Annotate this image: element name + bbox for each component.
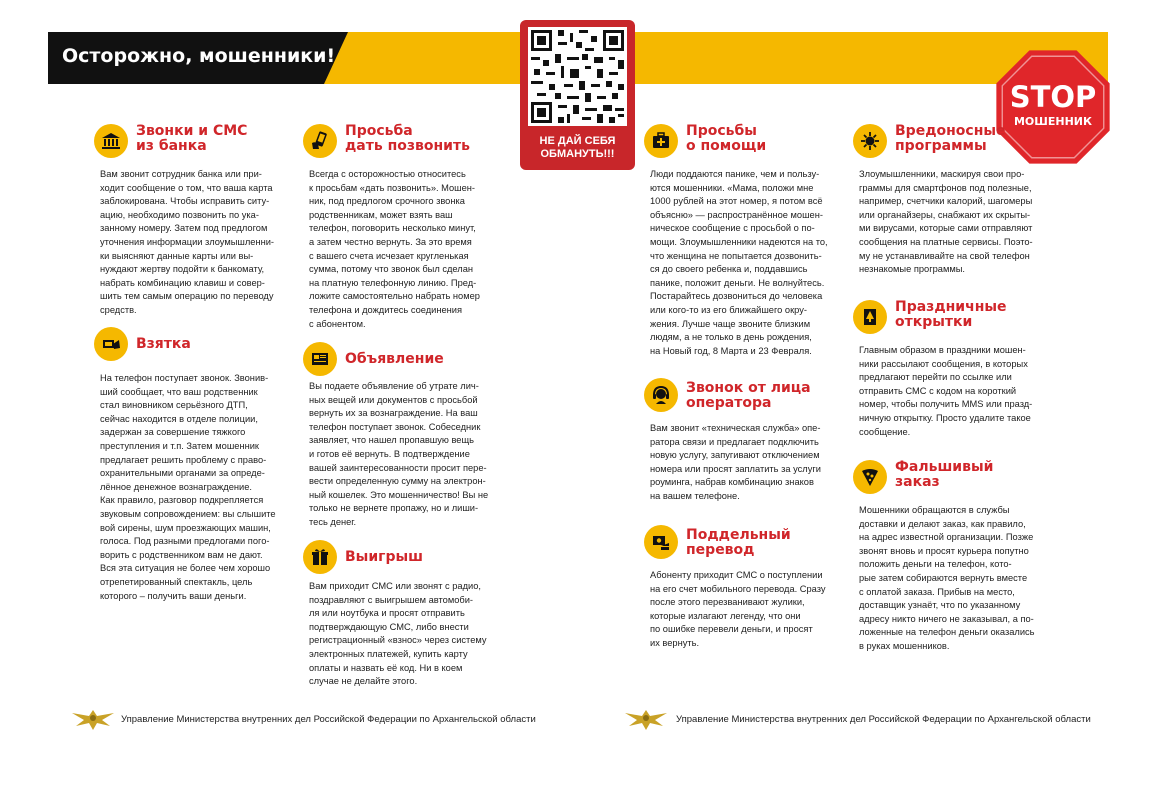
section-ad bbox=[303, 342, 513, 532]
gift-icon bbox=[303, 540, 337, 574]
bribe-icon bbox=[94, 327, 128, 361]
pizza-icon bbox=[853, 460, 887, 494]
footer-right: Управление Министерства внутренних дел Российской Федерации по Архангельской области bbox=[676, 714, 1091, 725]
money-transfer-icon bbox=[644, 525, 678, 559]
emblem-eagle-icon bbox=[623, 706, 669, 732]
section-text: Злоумышленники, маскируя свои про- граммы для смартфонов под полезные, например, счетчики калорий, шагомеры или органайзеры, снабжают их скрыты- ми вирусами, которые сами отправляют сообщения на платные сервисы. Поэто- му не устанавливайте на свой телефон незнакомые программы. bbox=[859, 169, 1033, 275]
newspaper-icon bbox=[303, 342, 337, 376]
section-title: Взятка bbox=[136, 336, 191, 352]
section-title: Просьба дать позвонить bbox=[345, 123, 470, 154]
stop-sublabel: МОШЕННИК bbox=[1013, 115, 1092, 128]
section-title: Фальшивый заказ bbox=[895, 459, 994, 490]
section-text: Вам звонит «техническая служба» опе- ратора связи и предлагает подключить новую услугу, запугивают отключением номера или просят заплатить за услуги роуминга, набрав комбинацию знаков на вашем телефоне. bbox=[650, 423, 821, 501]
section-title: Просьбы о помощи bbox=[686, 123, 767, 154]
section-title: Выигрыш bbox=[345, 549, 424, 565]
section-operator bbox=[644, 378, 854, 508]
section-order bbox=[853, 460, 1073, 660]
section-call bbox=[303, 124, 513, 334]
section-title: Звонки и СМС из банка bbox=[136, 123, 248, 154]
section-text: Вам приходит СМС или звонят с радио, поздравляют с выигрышем автомоби- ля или ноутбука и просят отправить подтверждающую СМС, либо внести регистрационный «взнос» через систему электронных платежей, купить карту оплаты и назвать её код. Ни в коем случае не делайте этого. bbox=[309, 581, 487, 687]
section-text: Всегда с осторожностью относитесь к просьбам «дать позвонить». Мошен- ник, под предлогом срочного звонка родственникам, может взять ваш телефон, поговорить несколько минут, а затем честно вернуть. За это время с вашего счета исчезает кругленькая сумма, потому что звонок был сделан на платную телефонную линию. Пред- ложите самостоятельно набрать номер телефона и дождитесь соединения с абонентом. bbox=[309, 169, 480, 329]
stop-label: STOP bbox=[1009, 80, 1097, 114]
section-bribe bbox=[94, 327, 304, 607]
section-text: Вы подаете объявление об утрате лич- ных вещей или документов с просьбой вернуть их за вознаграждение. На ваш телефон поступает звонок. Собеседник заявляет, что нашел пропавшую вещь и готов её вернуть. В подтверждение вашей заинтересованности просит пере- вести определенную сумму на электрон- ный кошелек. Это мошенничество! Вы не только не вернете пропажу, но и лиши- тесь денег. bbox=[309, 381, 489, 527]
operator-icon bbox=[644, 378, 678, 412]
section-bank bbox=[94, 124, 294, 324]
phone-hand-icon bbox=[303, 124, 337, 158]
section-malware bbox=[853, 124, 1073, 284]
greeting-card-icon bbox=[853, 300, 887, 334]
section-text: Абоненту приходит СМС о поступлении на его счет мобильного перевода. Сразу после этого перезванивают жулики, которые излагают легенду, что они по ошибке перевели деньги, и просят их вернуть. bbox=[650, 570, 826, 648]
virus-icon bbox=[853, 124, 887, 158]
bank-icon bbox=[94, 124, 128, 158]
section-title: Звонок от лица оператора bbox=[686, 380, 811, 411]
section-text: На телефон поступает звонок. Звонив- ший сообщает, что ваш родственник стал виновником серьёзного ДТП, сейчас находится в отделе полиции, задержан за совершение тяжкого преступления и т.п. Затем мошенник предлагает решить проблему с право- охранительными органами за опреде- лённое денежное вознаграждение. Как правило, разговор подкрепляется звуковым сопровождением: вы слышите вой сирены, шум проезжающих машин, голоса. Под разными предлогами пого- ворить с родственником вам не дают. Вся эта ситуация не более чем хорошо отрепетированный спектакль, цель которого – получить ваши деньги. bbox=[100, 373, 276, 601]
page-title: Осторожно, мошенники! bbox=[62, 45, 336, 67]
section-text: Главным образом в праздники мошен- ники рассылают сообщения, в которых предлагают перейти по ссылке или отправить СМС с кодом на короткий номер, чтобы получить MMS или празд- ничную открытку. Просто удалите такое сообщение. bbox=[859, 345, 1033, 437]
emblem-eagle-icon bbox=[70, 706, 116, 732]
medkit-icon bbox=[644, 124, 678, 158]
section-text: Люди поддаются панике, чем и пользу- ются мошенники. «Мама, положи мне 1000 рублей на этот номер, я потом всё объясню» — распространённое мошен- ническое сообщение с просьбой о по- мощи. Злоумышленники надеются на то, что женщина не попытается дозвонить- ся до своего ребенка и, поддавшись панике, положит деньги. Не волнуйтесь. Постарайтесь дозвониться до человека или кого-то из его ближайшего окру- жения. Лучше чаще звоните близким людям, а не только в день рождения, на Новый год, 8 Марта и 23 Февраля. bbox=[650, 169, 828, 356]
section-title: Праздничные открытки bbox=[895, 299, 1007, 330]
section-title: Поддельный перевод bbox=[686, 527, 791, 558]
section-prize bbox=[303, 540, 513, 690]
footer-left: Управление Министерства внутренних дел Российской Федерации по Архангельской области bbox=[121, 714, 536, 725]
qr-code-icon bbox=[528, 27, 627, 126]
section-transfer bbox=[644, 525, 854, 655]
section-text: Вам звонит сотрудник банка или при- ходит сообщение о том, что ваша карта заблокирована. Чтобы исправить ситу- ацию, необходимо позвонить по ука- занному номеру. Затем под предлогом уточнения информации злоумышленни- ки выясняют данные карты или вы- нуждают жертву подойти к банкомату, набрать комбинацию клавиш и совер- шить тем самым операцию по переводу средств. bbox=[100, 169, 275, 315]
section-text: Мошенники обращаются в службы доставки и делают заказ, как правило, на адрес известной организации. Позже звонят вновь и просят курьера попутно положить деньги на телефон, кото- рые затем собираются вернуть вместе с оплатой заказа. Прибыв на место, доставщик узнаёт, что по указанному адресу никто ничего не заказывал, а по- ложенные на телефон деньги оказались в руках мошенников. bbox=[859, 505, 1035, 651]
section-title: Вредоносные программы bbox=[895, 123, 1006, 154]
section-title: Объявление bbox=[345, 351, 444, 367]
section-help bbox=[644, 124, 854, 364]
section-cards bbox=[853, 300, 1073, 440]
qr-caption: НЕ ДАЙ СЕБЯ ОБМАНУТЬ!!! bbox=[539, 135, 616, 160]
